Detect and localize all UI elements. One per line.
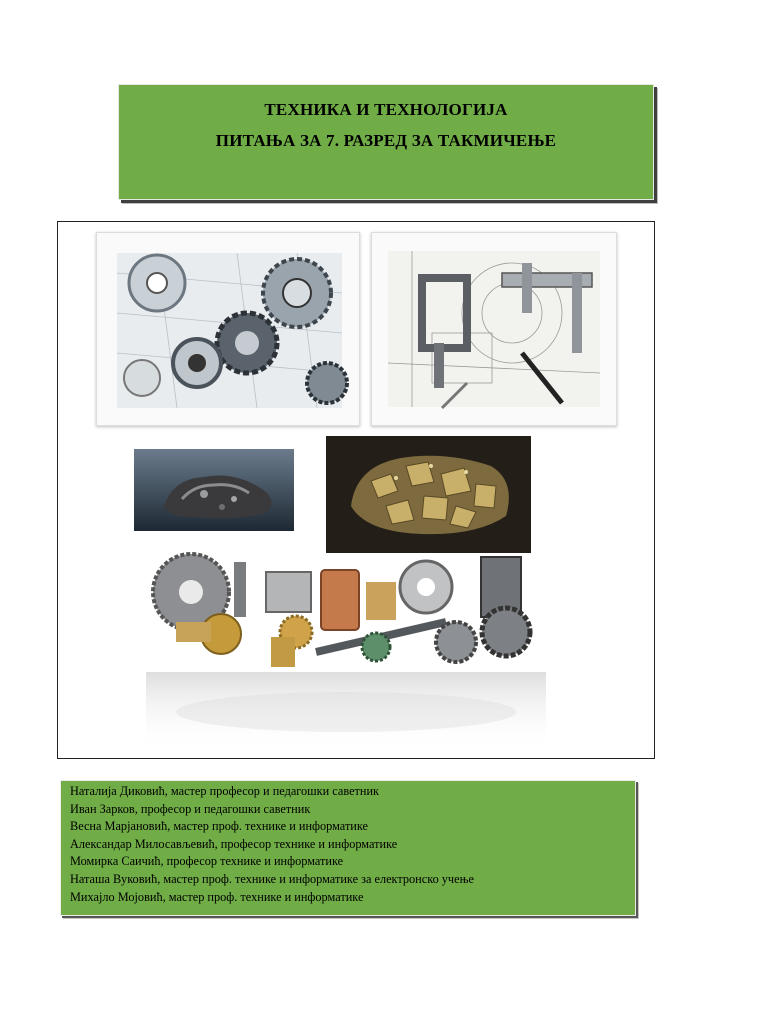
dark-ore-photo — [134, 449, 294, 531]
author-line: Иван Зарков, професор и педагошки саветник — [70, 801, 311, 816]
title-box — [118, 84, 654, 200]
authors-list — [60, 780, 636, 916]
author-line: Момирка Саичић, професор технике и информатике — [70, 854, 344, 869]
document-title: ТЕХНИКА И ТЕХНОЛОГИЈА — [264, 100, 508, 119]
calipers-drawing-photo — [371, 232, 617, 426]
cover-image-collage — [57, 221, 655, 759]
gears-bearings-photo — [96, 232, 360, 426]
author-line: Наталија Диковић, мастер професор и педагошки саветник — [70, 784, 380, 798]
author-line: Александар Милосављевић, професор технике и информатике — [70, 836, 398, 851]
author-line: Наташа Вуковић, мастер проф. технике и информатике за електронско учење — [70, 871, 474, 886]
pyrite-mineral-photo — [326, 436, 531, 553]
author-line: Весна Марјановић, мастер проф. технике и информатике — [70, 819, 369, 834]
machine-parts-photo — [146, 552, 546, 752]
document-subtitle: ПИТАЊА ЗА 7. РАЗРЕД ЗА ТАКМИЧЕЊЕ — [215, 131, 557, 150]
author-line: Михајло Мојовић, мастер проф. технике и информатике — [70, 889, 364, 904]
